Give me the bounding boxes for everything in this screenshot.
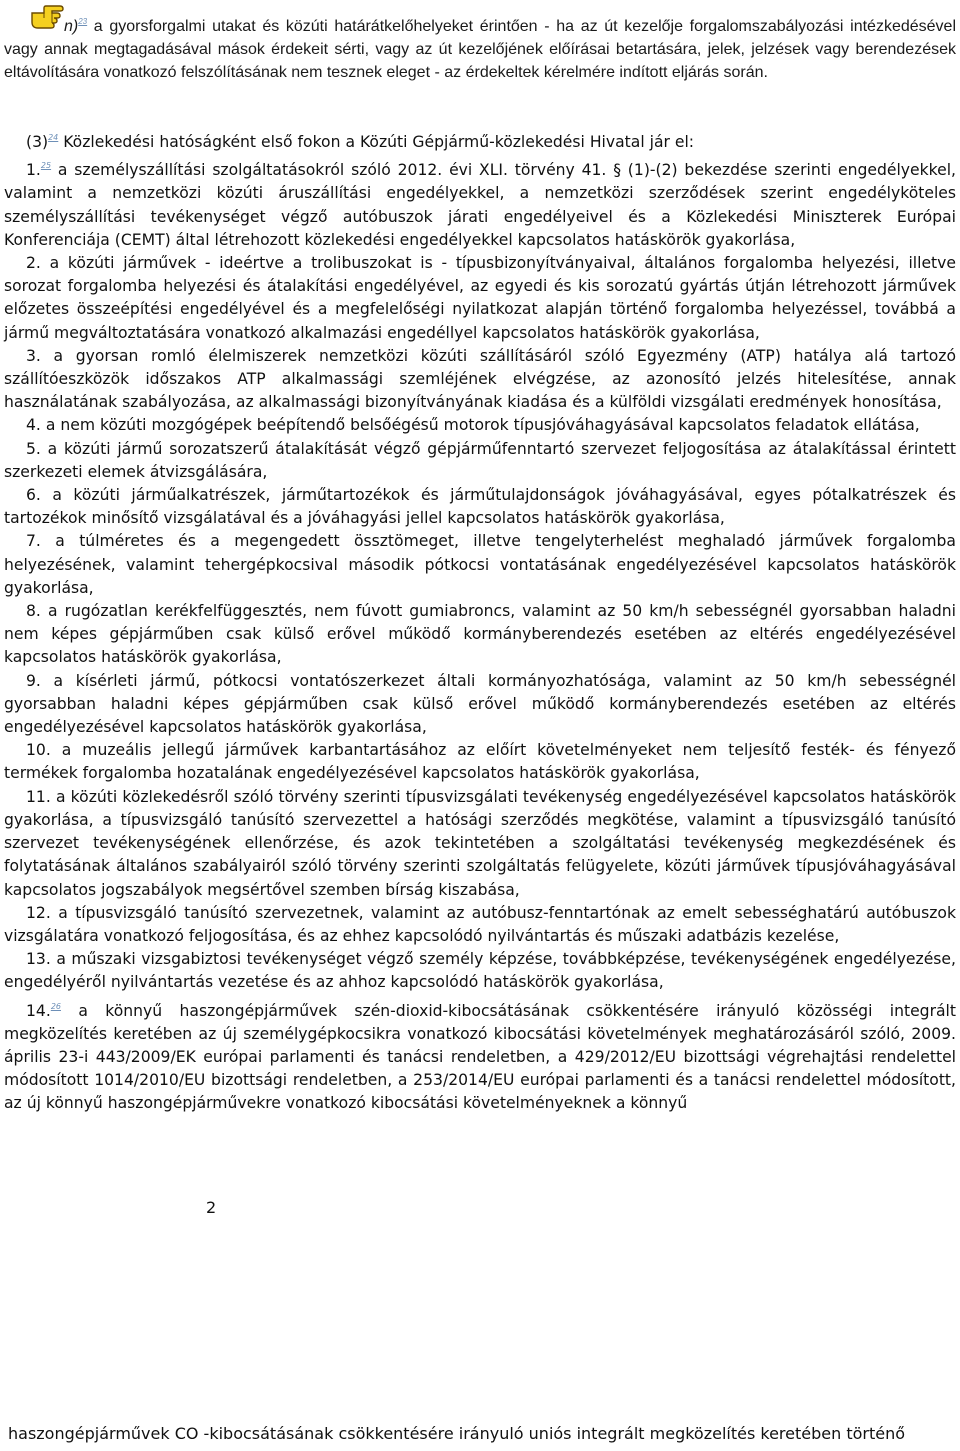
item-number: 5. <box>26 439 41 458</box>
section-3-prefix: (3) <box>26 133 49 151</box>
list-item <box>4 995 956 1116</box>
item-number: 1. <box>26 161 41 180</box>
item-n-text: a gyorsforgalmi utakat és közúti határátkelőhelyeket érintően - ha az út kezelője forgalomszabályozási intézkedésével vagy annak megtagadásával mások érdekeit sérti, vagy az út kezelőjének előírásai betartására, jelek, jelzések vagy berendezések eltávolítására vonatkozó felszólításának nem tesznek eleget - az érdekeltek kérelmére indított eljárás során. <box>4 18 956 82</box>
section-3 <box>4 126 956 1116</box>
item-n-paragraph <box>4 10 956 85</box>
item-number: 12. <box>26 903 51 922</box>
list-item <box>4 948 956 994</box>
section-3-text: Közlekedési hatóságként első fokon a Közúti Gépjármű-közlekedési Hivatal jár el: <box>58 133 695 151</box>
item-n-label: n) <box>64 18 79 35</box>
item-text: a gyorsan romló élelmiszerek nemzetközi közúti szállításáról szóló Egyezmény (ATP) hatálya alá tartozó szállítóeszközök időszakos ATP alkalmassági szemléjének elvégzése, az azonosító jelzés hitelesítése, annak használatának szabályozása, az alkalmassági bizonyítványának kiadása és a külföldi vizsgálati eredmények honosítása, <box>4 346 956 412</box>
list-item <box>4 670 956 740</box>
item-number: 10. <box>26 741 51 760</box>
page-number: 2 <box>206 1198 217 1217</box>
list-item <box>4 902 956 948</box>
list-item <box>4 600 956 670</box>
item-number: 4. <box>26 416 41 435</box>
item-number: 2. <box>26 254 41 273</box>
item-text: a közúti közlekedésről szóló törvény szerinti típusvizsgálati tevékenység engedélyezésével kapcsolatos hatáskörök gyakorlása, a típusvizsgáló tanúsító szervezettel a hatósági szerződés megkötése, valamint a típusvizsgáló tanúsító szervezet tevékenységének ellenőrzése, és azok tekintetében a szolgáltatási tevékenység megkezdésének és folytatásának általános szabályairól szóló törvény szerinti szolgáltatás felügyelete, közúti járművek típusjóváhagyásával kapcsolatos jogszabályok megsértővel szemben bírság kiszabása, <box>4 787 956 899</box>
item-text: a közúti jármű sorozatszerű átalakítását végző gépjárműfenntartó szervezet feljogosítása az átalakítással érintett szerkezeti elemek átvizsgálására, <box>4 439 956 481</box>
section-3-heading <box>4 126 956 154</box>
item-text: a kísérleti jármű, pótkocsi vontatószerkezet általi kormányozhatósága, valamint az 50 km/h sebességnél gyorsabban haladni képes gépjárműben csak külső erővel működő kormányberendezés esetében az eltérés engedélyezésével kapcsolatos hatáskörök gyakorlása, <box>4 671 956 737</box>
footnote-link[interactable]: 25 <box>40 161 52 171</box>
item-number: 7. <box>26 532 41 551</box>
item-text: a műszaki vizsgabiztosi tevékenységet végző személy képzése, továbbképzése, tevékenységének engedélyezése, engedélyéről nyilvántartás vezetése és az ahhoz kapcsolódó hatáskörök gyakorlása, <box>4 950 956 992</box>
list-item <box>4 252 956 345</box>
item-number: 11. <box>26 787 51 806</box>
item-text: a muzeális jellegű járművek karbantartásához az előírt követelményeket nem teljesítő festék- és fényező termékek forgalomba hozatalának engedélyezésével kapcsolatos hatáskörök gyakorlása, <box>4 741 956 783</box>
list-item <box>4 414 956 437</box>
item-number: 8. <box>26 602 41 621</box>
footnote-link[interactable]: 23 <box>78 17 88 26</box>
list-item <box>4 786 956 902</box>
item-number: 3. <box>26 346 41 365</box>
footnote-link[interactable]: 26 <box>50 1001 61 1011</box>
item-list <box>4 154 956 1115</box>
item-number: 14. <box>26 1001 51 1020</box>
item-text: a személyszállítási szolgáltatásokról szóló 2012. évi XLI. törvény 41. § (1)-(2) bekezdése szerinti engedélyekkel, valamint a nemzetközi közúti áruszállítási engedélyekkel, a nemzetközi szerződések szerint engedélyköteles személyszállítási tevékenységet végző autóbuszok járati engedélyeivel és a Közlekedési Miniszterek Európai Konferenciája (CEMT) által létrehozott közlekedési engedélyekkel kapcsolatos hatáskörök gyakorlása, <box>4 161 956 249</box>
list-item <box>4 438 956 484</box>
item-number: 13. <box>26 950 51 969</box>
item-text: a könnyű haszongépjárművek szén-dioxid-kibocsátásának csökkentésére irányuló közösségi integrált megközelítés keretében az új személygépkocsikra vonatkozó kibocsátási követelmények meghatározásáról szóló, 2009. április 23-i 443/2009/EK európai parlamenti és tanácsi rendeletben, a 429/2012/EU bizottsági végrehajtási rendelettel módosított 1014/2010/EU bizottsági rendeletben, a 253/2014/EU európai parlamenti és a tanácsi rendelettel módosított, az új könnyű haszongépjárművekre vonatkozó kibocsátási követelményeknek a könnyű <box>4 1001 956 1113</box>
list-item <box>4 484 956 530</box>
list-item <box>4 154 956 252</box>
item-number: 9. <box>26 671 41 690</box>
list-item <box>4 530 956 600</box>
next-page-line: haszongépjárművek CO -kibocsátásának csökkentésére irányuló uniós integrált megközelítés keretében történő <box>8 1424 906 1443</box>
item-text: a rugózatlan kerékfelfüggesztés, nem fúvott gumiabroncs, valamint az 50 km/h sebességnél gyorsabban haladni nem képes gépjárműben csak külső erővel működő kormányberendezés esetében az eltérés engedélyezésével kapcsolatos hatáskörök gyakorlása, <box>4 602 956 667</box>
item-text: a közúti járműalkatrészek, járműtartozékok és járműtulajdonságok jóváhagyásával, egyes pótalkatrészek és tartozékok minősítő vizsgálatával és a jóváhagyási jellel kapcsolatos hatáskörök gyakorlása, <box>4 486 956 528</box>
item-text: a típusvizsgáló tanúsító szervezetnek, valamint az autóbusz-fenntartónak az emelt sebességhatárú autóbuszok vizsgálatára vonatkozó feljogosítása, és az ehhez kapcsolódó nyilvántartás és műszaki adatbázis kezelése, <box>4 903 956 945</box>
footnote-link[interactable]: 24 <box>48 133 59 142</box>
item-text: a közúti járművek - ideértve a trolibuszokat is - típusbizonyítványaival, általános forgalomba helyezési, illetve sorozat forgalomba helyezési és átalakítási engedélyével, az egyedi és kis sorozatú gyártás útján létrehozott járművek előzetes összeépítési engedélyével és a megfelelőségi nyilatkozat alapján történő forgalomba helyezéssel, továbbá a jármű megváltoztatására vonatkozó alkalmazási engedéllyel kapcsolatos hatáskörök gyakorlása, <box>4 254 956 342</box>
list-item <box>4 739 956 785</box>
item-text: a túlméretes és a megengedett össztömeget, illetve tengelyterhelést meghaladó járművek forgalomba helyezésének, valamint tehergépkocsival második pótkocsi vontatásának engedélyezésével kapcsolatos hatáskörök gyakorlása, <box>4 532 956 597</box>
list-item <box>4 345 956 415</box>
item-text: a nem közúti mozgógépek beépítendő belsőégésű motorok típusjóváhagyásával kapcsolatos feladatok ellátása, <box>40 416 920 435</box>
item-number: 6. <box>26 486 41 505</box>
